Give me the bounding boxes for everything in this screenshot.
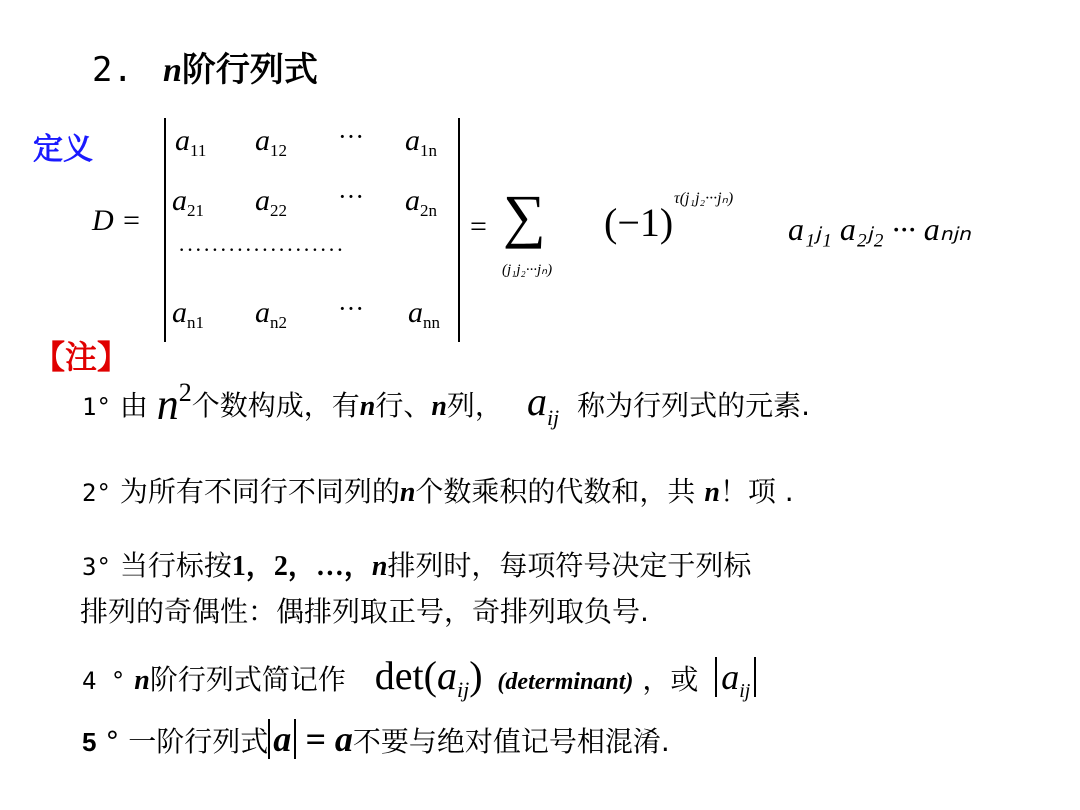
rown-cdots: ··· bbox=[338, 294, 364, 323]
entry-a22: $a_{22}$ bbox=[255, 184, 287, 220]
product-term: a₁ⱼ₁ a₂ⱼ₂ ··· aₙⱼₙ bbox=[788, 211, 971, 247]
entry-an2: $a_{n2}$ bbox=[255, 296, 287, 332]
note-5: 5 ° 一阶行列式 a = a不要与绝对值记号相混淆. bbox=[82, 719, 670, 759]
aij-symbol: $a_{ij}$ bbox=[526, 379, 560, 430]
sign-exponent: τ(j₁j₂···jₙ) bbox=[674, 190, 734, 207]
equals-sign: = bbox=[470, 210, 487, 243]
entry-a1n: $a_{1n}$ bbox=[405, 124, 437, 160]
note-1: 1° 由 $n^2$个数构成，有n行、n列， $a_{ij}$ 称为行列式的元素. bbox=[82, 378, 811, 430]
determinant-english: (determinant) bbox=[497, 669, 634, 695]
title-text: 阶行列式 bbox=[181, 50, 318, 90]
entry-ann: $a_{nn}$ bbox=[408, 296, 440, 332]
entry-a2n: $a_{2n}$ bbox=[405, 184, 437, 220]
determinant-dots-row: ···················· bbox=[178, 237, 345, 262]
note-label: 【注】 bbox=[33, 338, 130, 376]
title-n: n bbox=[162, 52, 182, 89]
abs-a-notation: a = a bbox=[268, 719, 353, 759]
entry-a11: $a_{11}$ bbox=[175, 124, 207, 160]
note-4: 4 ° n阶行列式简记作 $\det(a_{ij})$ (determinant) ，或 $a_{ij}$ bbox=[82, 652, 756, 703]
page-title bbox=[92, 42, 318, 91]
definition-label: 定义 bbox=[33, 132, 93, 167]
row2-cdots: ··· bbox=[338, 182, 364, 211]
abs-aij-notation: $a_{ij}$ bbox=[715, 657, 756, 697]
determinant-left-bar bbox=[164, 118, 166, 342]
sigma-symbol: ∑ bbox=[503, 183, 546, 249]
note-3-line2: 排列的奇偶性：偶排列取正号，奇排列取负号. bbox=[80, 595, 649, 628]
note-3-line1: 3° 当行标按1，2，…，n排列时，每项符号决定于列标 bbox=[82, 549, 752, 582]
note-2: 2° 为所有不同行不同列的n个数乘积的代数和，共 n！项 . bbox=[82, 475, 794, 508]
determinant-lhs: D = bbox=[92, 204, 142, 237]
determinant-right-bar bbox=[458, 118, 460, 342]
n-squared: $n^2$ bbox=[156, 378, 192, 429]
sigma-subscript: (j₁j₂···jₙ) bbox=[502, 262, 553, 278]
title-number: 2. bbox=[92, 50, 133, 90]
entry-an1: $a_{n1}$ bbox=[172, 296, 204, 332]
det-notation: $\det(a_{ij})$ bbox=[374, 653, 483, 702]
entry-a21: $a_{21}$ bbox=[172, 184, 204, 220]
sign-factor: (−1) bbox=[604, 200, 674, 245]
row1-cdots: ··· bbox=[338, 122, 364, 151]
entry-a12: $a_{12}$ bbox=[255, 124, 287, 160]
